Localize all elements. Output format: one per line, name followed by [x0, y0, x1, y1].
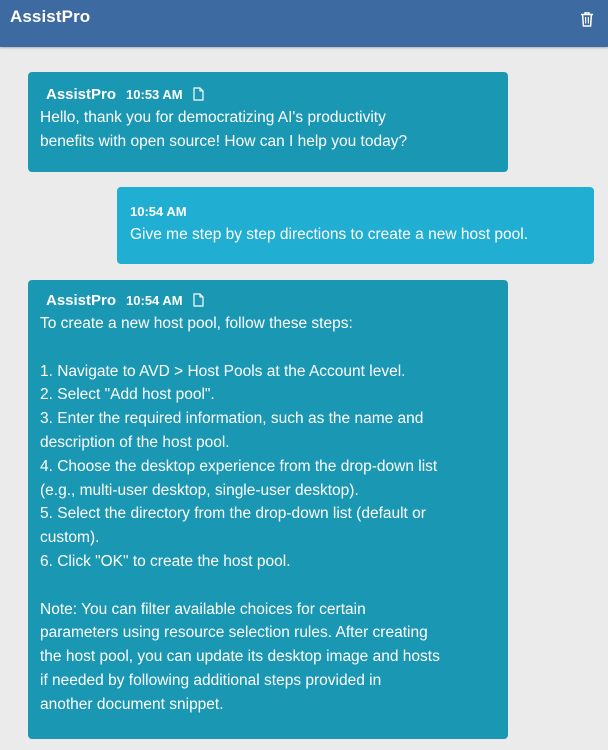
message-sender: AssistPro: [46, 291, 117, 309]
message-meta: [40, 84, 496, 104]
message-time: 10:54 AM: [126, 292, 183, 308]
bot-message: [28, 280, 508, 739]
message-text: Give me step by step directions to create a new host pool.: [130, 226, 529, 243]
message-time: 10:54 AM: [130, 203, 187, 219]
document-icon[interactable]: [193, 293, 204, 307]
message-text: To create a new host pool, follow these steps: 1. Navigate to AVD > Host Pools at the Account level. 2. Select "Add host pool". 3. Enter the required information, such as the name and description of the host pool. 4. Choose the desktop experience from the drop-down list (e.g., multi-user desktop, single-user desktop). 5. Select the directory from the drop-down list (default or custom). 6. Click "OK" to create the host pool. Note: You can filter available choices for certain parameters using resource selection rules. After creating the host pool, you can update its desktop image and hosts if needed by following additional steps provided in another document snippet.: [40, 315, 440, 713]
user-message: [117, 187, 594, 264]
trash-icon[interactable]: [580, 11, 594, 27]
message-meta: [40, 290, 496, 310]
message-meta: [130, 201, 582, 221]
app-title: AssistPro: [10, 7, 91, 26]
message-time: 10:53 AM: [126, 86, 183, 102]
message-sender: AssistPro: [46, 85, 117, 103]
bot-message: [28, 72, 508, 172]
message-text: Hello, thank you for democratizing AI's productivity benefits with open source! How can I help you today?: [40, 109, 408, 150]
document-icon[interactable]: [193, 87, 204, 101]
app-header: [0, 0, 608, 47]
